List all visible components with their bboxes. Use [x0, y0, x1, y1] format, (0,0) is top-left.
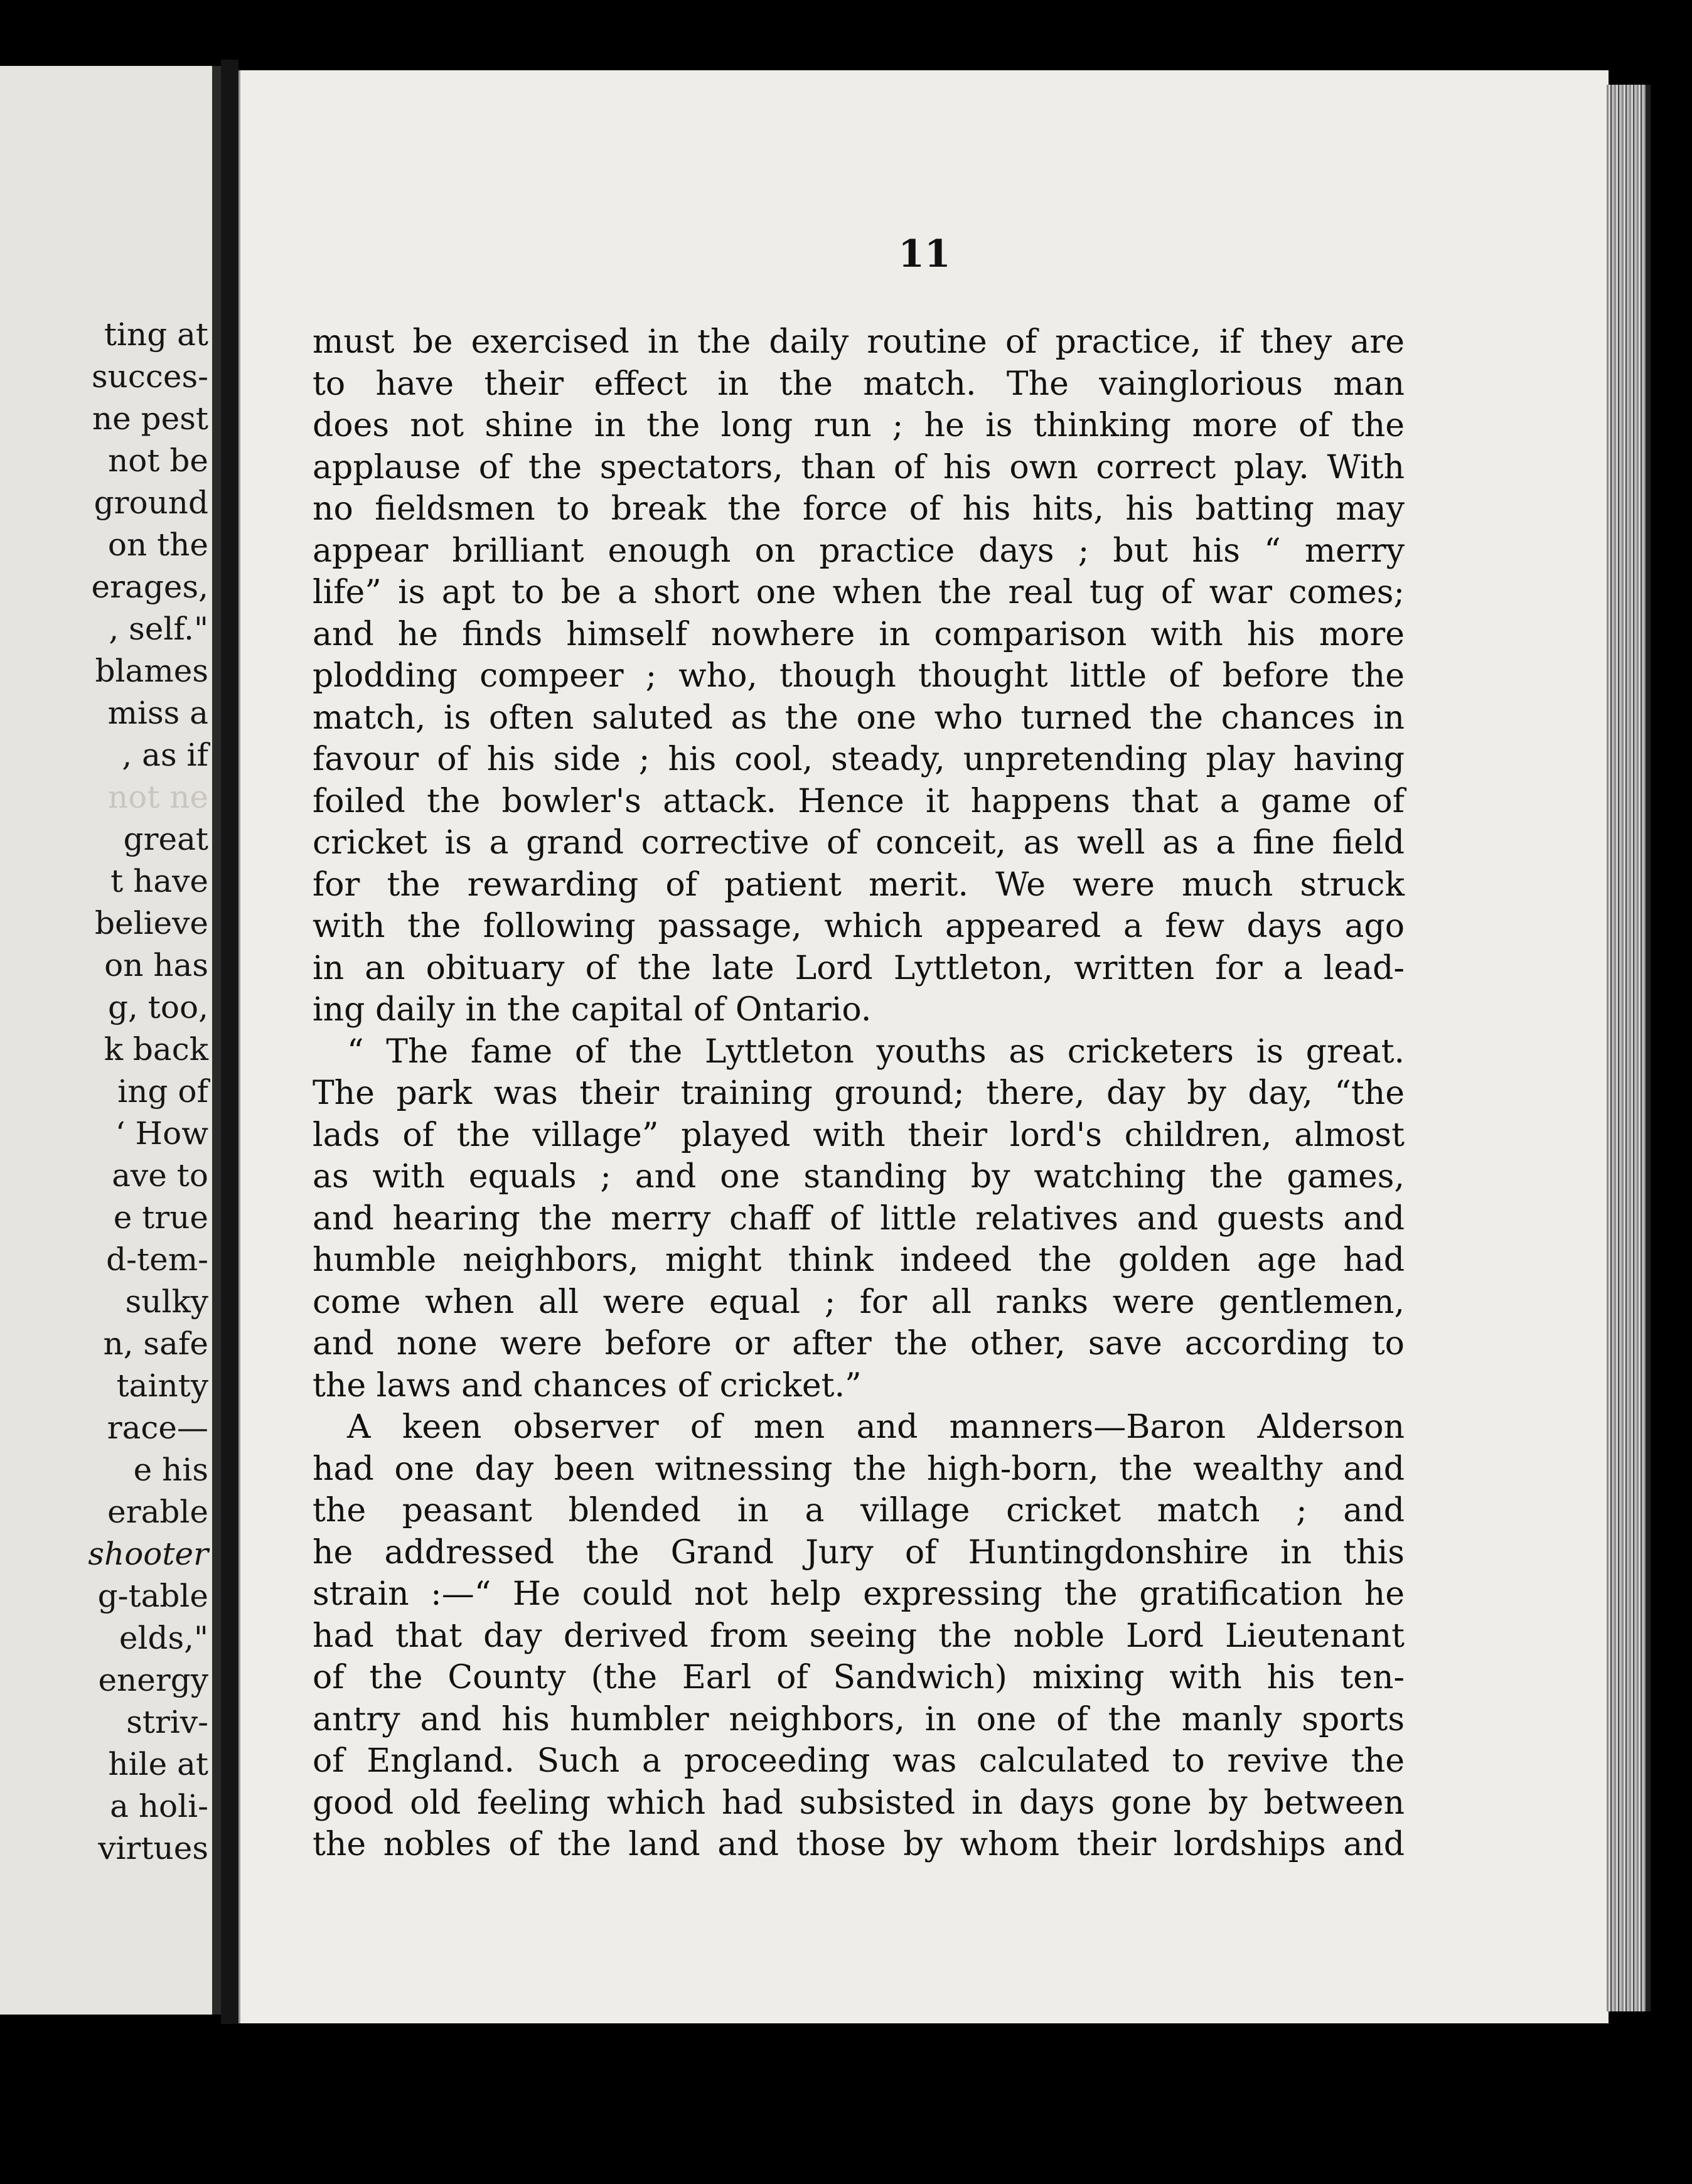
facing-line: n, safe	[103, 1325, 208, 1362]
facing-line: shooter	[88, 1536, 208, 1572]
text-line: humble neighbors, might think indeed the golden age had	[313, 1241, 1405, 1279]
facing-line: g-table	[97, 1578, 208, 1614]
facing-line: k back	[104, 1031, 208, 1068]
text-line: lads of the village” played with their lord's children, almost	[313, 1116, 1405, 1154]
text-line: match, is often saluted as the one who turned the chances in	[313, 699, 1405, 737]
page-stack-edge	[1607, 85, 1651, 2011]
facing-line: e true	[113, 1199, 208, 1236]
text-line: plodding compeer ; who, though thought little of before the	[313, 657, 1405, 695]
text-line: ing daily in the capital of Ontario.	[313, 991, 872, 1029]
text-line: in an obituary of the late Lord Lyttleton, written for a lead-	[313, 949, 1405, 987]
text-line: had that day derived from seeing the noble Lord Lieutenant	[313, 1617, 1405, 1655]
facing-line: , self."	[109, 611, 208, 647]
facing-line: great	[123, 821, 208, 857]
facing-line: erages,	[91, 569, 208, 605]
text-line: foiled the bowler's attack. Hence it happens that a game of	[313, 782, 1405, 820]
text-line: favour of his side ; his cool, steady, unpretending play having	[313, 741, 1405, 778]
text-line: does not shine in the long run ; he is thinking more of the	[313, 407, 1405, 444]
facing-page-text	[0, 314, 208, 1870]
text-line: The park was their training ground; there, day by day, “the	[313, 1074, 1405, 1112]
body-text	[313, 321, 1405, 1866]
text-line: no fieldsmen to break the force of his hits, his batting may	[313, 490, 1405, 528]
facing-line: striv-	[126, 1704, 208, 1740]
text-line: must be exercised in the daily routine of practice, if they are	[313, 323, 1405, 361]
facing-line: not be	[108, 442, 208, 479]
text-line: “ The fame of the Lyttleton youths as cricketers is great.	[347, 1032, 1405, 1071]
facing-line: ing of	[117, 1073, 208, 1110]
text-line: the nobles of the land and those by whom their lordships and	[313, 1826, 1405, 1863]
facing-line: erable	[107, 1494, 208, 1530]
facing-line: , as if	[122, 737, 208, 773]
facing-line: believe	[94, 905, 208, 941]
facing-line: t have	[110, 863, 208, 899]
facing-line: tainty	[116, 1368, 208, 1404]
text-line: the laws and chances of cricket.”	[313, 1366, 862, 1405]
text-line: for the rewarding of patient merit. We were much struck	[313, 865, 1405, 904]
text-line: life” is apt to be a short one when the real tug of war comes;	[313, 574, 1405, 611]
text-line: of England. Such a proceeding was calculated to revive the	[313, 1742, 1405, 1780]
text-line: applause of the spectators, than of his own correct play. With	[313, 448, 1405, 486]
facing-line: g, too,	[108, 989, 208, 1025]
facing-line: d-tem-	[106, 1241, 208, 1278]
facing-line: race—	[107, 1410, 208, 1446]
facing-line: virtues	[98, 1830, 208, 1866]
text-line: appear brilliant enough on practice days ; but his “ merry	[313, 532, 1405, 570]
text-line: strain :—“ He could not help expressing the gratification he	[313, 1575, 1405, 1613]
facing-line: a holi-	[110, 1788, 208, 1824]
facing-line: on has	[104, 947, 208, 983]
text-line: and none were before or after the other, save according to	[313, 1325, 1405, 1362]
text-line: A keen observer of men and manners—Baron Alderson	[347, 1408, 1405, 1446]
facing-line: not ne	[107, 779, 208, 815]
facing-line: ting at	[104, 316, 208, 353]
text-line: good old feeling which had subsisted in days gone by between	[313, 1784, 1405, 1822]
facing-line: miss a	[107, 695, 208, 731]
text-line: with the following passage, which appeared a few days ago	[313, 907, 1405, 945]
text-line: antry and his humbler neighbors, in one of the manly sports	[313, 1700, 1405, 1738]
book-gutter	[221, 60, 238, 2024]
text-line: come when all were equal ; for all ranks were gentlemen,	[313, 1283, 1405, 1321]
facing-line: energy	[98, 1662, 208, 1698]
facing-line: ground	[94, 484, 208, 521]
facing-line: elds,"	[119, 1620, 208, 1656]
facing-line: succes-	[91, 358, 208, 395]
text-line: of the County (the Earl of Sandwich) mixing with his ten-	[313, 1659, 1405, 1696]
text-line: and he finds himself nowhere in comparison with his more	[313, 615, 1405, 653]
facing-line: ne pest	[92, 400, 208, 437]
text-line: cricket is a grand corrective of conceit, as well as a fine field	[313, 824, 1405, 862]
text-line: he addressed the Grand Jury of Huntingdonshire in this	[313, 1533, 1405, 1571]
text-line: and hearing the merry chaff of little relatives and guests and	[313, 1199, 1405, 1238]
facing-line: e his	[133, 1452, 208, 1488]
text-line: the peasant blended in a village cricket match ; and	[313, 1492, 1405, 1529]
text-line: as with equals ; and one standing by watching the games,	[313, 1158, 1405, 1196]
text-line: had one day been witnessing the high-born, the wealthy and	[313, 1450, 1405, 1488]
facing-page-fragment	[0, 66, 221, 2015]
facing-line: ‘ How	[115, 1115, 208, 1152]
book-page	[238, 70, 1609, 2023]
facing-line: ave to	[112, 1157, 208, 1194]
facing-line: on the	[107, 527, 208, 563]
text-line: to have their effect in the match. The vainglorious man	[313, 365, 1405, 403]
page-number: 11	[898, 232, 951, 276]
facing-line: sulky	[125, 1283, 208, 1320]
facing-line: blames	[95, 653, 208, 689]
facing-line: hile at	[108, 1746, 208, 1782]
